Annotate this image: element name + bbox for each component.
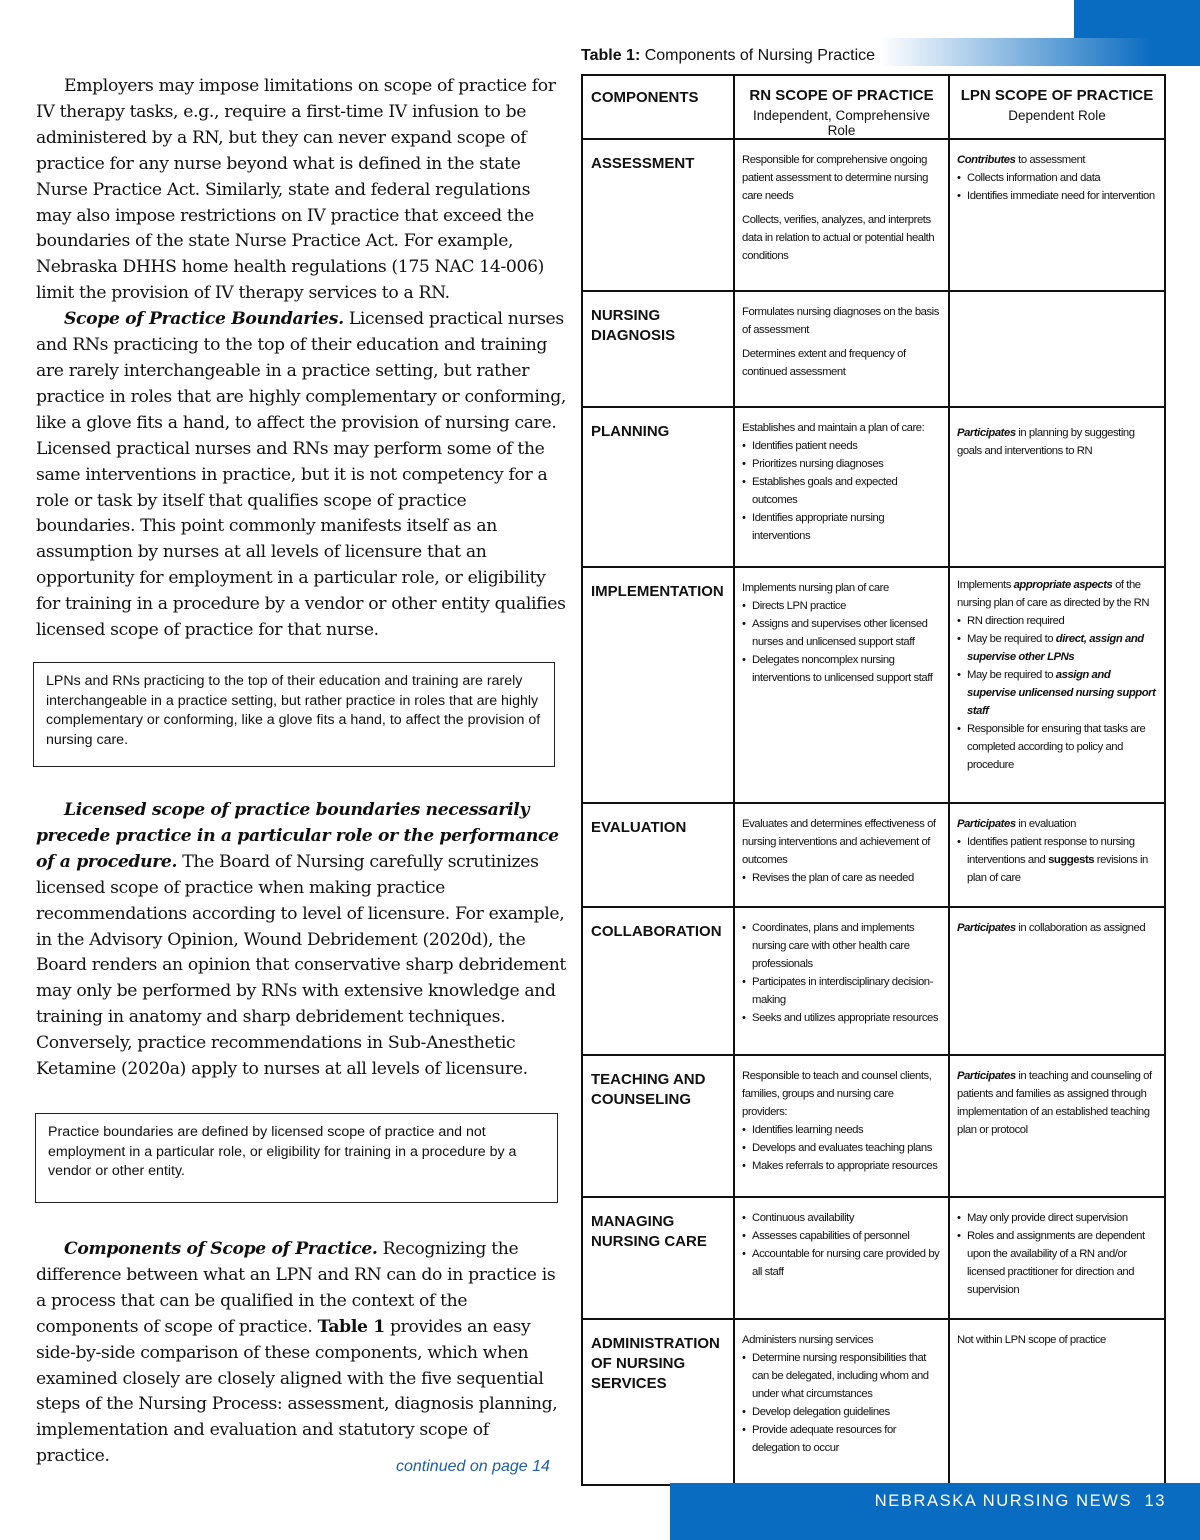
lpn-cell: Participates in planning by suggesting goals and interventions to RN bbox=[949, 407, 1165, 567]
list-item: • RN direction required bbox=[957, 612, 1157, 630]
list-item: • Responsible for ensuring that tasks are completed according to policy and procedure bbox=[957, 720, 1157, 774]
table-row bbox=[582, 291, 1165, 407]
table-row bbox=[582, 803, 1165, 907]
pull-quote-1-text: LPNs and RNs practicing to the top of their education and training are rarely interchangeable in a practice setting, but rather practice in roles that are highly complementary or conforming, like a glove fits a hand, to affect the provision of nursing care. bbox=[46, 673, 541, 748]
lpn-cell: Implements appropriate aspects of the nursing plan of care as directed by the RN • RN direction required • May be required to direct, assign and supervise other LPNs • May be required to assign and supervise unlicensed nursing support staff • Responsible for ensuring that tasks are completed according to policy and procedure bbox=[949, 567, 1165, 803]
footer-bar bbox=[670, 1483, 1200, 1540]
rn-cell: Formulates nursing diagnoses on the basis of assessment Determines extent and frequency of continued assessment bbox=[734, 291, 949, 407]
article-left-column bbox=[36, 74, 566, 644]
table-caption-text: Components of Nursing Practice bbox=[640, 47, 876, 64]
list-item: • Identifies learning needs bbox=[742, 1121, 941, 1139]
paragraph-3-text: The Board of Nursing carefully scrutinizes licensed scope of practice when making practice recommendations according to level of licensure. For example, in the Advisory Opinion, Wound Debridement (2020d), the Board renders an opinion that conservative sharp debridement may only be performed by RNs with extensive knowledge and training in anatomy and sharp debridement techniques. Conversely, practice recommendations in Sub-Anesthetic Ketamine (2020a) apply to nurses at all levels of licensure. bbox=[36, 851, 566, 1080]
list-item: • Assesses capabilities of personnel bbox=[742, 1227, 941, 1245]
header-lpn-scope: LPN SCOPE OF PRACTICE Dependent Role bbox=[949, 75, 1165, 139]
continued-note[interactable]: continued on page 14 bbox=[396, 1458, 550, 1475]
list-item: • Coordinates, plans and implements nursing care with other health care professionals bbox=[742, 919, 941, 973]
table-row bbox=[582, 567, 1165, 803]
lpn-cell: Participates in teaching and counseling of patients and families as assigned through implementation of an established teaching plan or protocol bbox=[949, 1055, 1165, 1197]
article-paragraph-3 bbox=[36, 798, 566, 1083]
list-item: • May be required to direct, assign and supervise other LPNs bbox=[957, 630, 1157, 666]
pull-quote-2-text: Practice boundaries are defined by licensed scope of practice and not employment in a particular role, or eligibility for training in a procedure by a vendor or other entity. bbox=[48, 1124, 517, 1179]
pull-quote-1 bbox=[33, 662, 555, 767]
rn-cell: Responsible for comprehensive ongoing patient assessment to determine nursing care needs Collects, verifies, analyzes, and interprets data in relation to actual or potential health conditions bbox=[734, 139, 949, 291]
list-item: • Accountable for nursing care provided by all staff bbox=[742, 1245, 941, 1281]
table-reference: Table 1 bbox=[317, 1316, 385, 1337]
list-item: • Identifies immediate need for intervention bbox=[957, 187, 1157, 205]
list-item: • Revises the plan of care as needed bbox=[742, 869, 941, 887]
component-name: NURSING DIAGNOSIS bbox=[582, 291, 734, 407]
list-item: • Determine nursing responsibilities that can be delegated, including whom and under what circumstances bbox=[742, 1349, 941, 1403]
table-row bbox=[582, 907, 1165, 1055]
lpn-cell: Participates in collaboration as assigned bbox=[949, 907, 1165, 1055]
component-name: MANAGING NURSING CARE bbox=[582, 1197, 734, 1319]
list-item: • Roles and assignments are dependent upon the availability of a RN and/or licensed practitioner for direction and supervision bbox=[957, 1227, 1157, 1299]
header-components: COMPONENTS bbox=[582, 75, 734, 139]
list-item: • Provide adequate resources for delegation to occur bbox=[742, 1421, 941, 1457]
rn-cell bbox=[734, 907, 949, 1055]
list-item: • May only provide direct supervision bbox=[957, 1209, 1157, 1227]
header-rn-scope: RN SCOPE OF PRACTICE Independent, Comprehensive Role bbox=[734, 75, 949, 139]
list-item: • Delegates noncomplex nursing interventions to unlicensed support staff bbox=[742, 651, 941, 687]
table-row bbox=[582, 1197, 1165, 1319]
list-item: • May be required to assign and supervise unlicensed nursing support staff bbox=[957, 666, 1157, 720]
component-name: PLANNING bbox=[582, 407, 734, 567]
pull-quote-2 bbox=[35, 1113, 558, 1203]
table-row bbox=[582, 1055, 1165, 1197]
list-item: • Establishes goals and expected outcomes bbox=[742, 473, 941, 509]
lpn-cell: Contributes to assessment • Collects information and data • Identifies immediate need for intervention bbox=[949, 139, 1165, 291]
lpn-cell: Participates in evaluation • Identifies patient response to nursing interventions and suggests revisions in plan of care bbox=[949, 803, 1165, 907]
header-gradient-bar bbox=[880, 38, 1200, 66]
list-item: • Seeks and utilizes appropriate resources bbox=[742, 1009, 941, 1027]
component-name: COLLABORATION bbox=[582, 907, 734, 1055]
footer-text bbox=[875, 1492, 1166, 1511]
rn-cell: Evaluates and determines effectiveness of nursing interventions and achievement of outcomes • Revises the plan of care as needed bbox=[734, 803, 949, 907]
paragraph-2-text: Licensed practical nurses and RNs practicing to the top of their education and training are rarely interchangeable in a practice setting, but rather practice in roles that are highly complementary or conforming, like a glove fits a hand, to affect the provision of nursing care. Licensed practical nurses and RNs may perform some of the same interventions in practice, but it is not competency for a role or task by itself that qualifies scope of practice boundaries. This point commonly manifests itself as an assumption by nurses at all levels of licensure that an opportunity for employment in a particular role, or eligibility for training in a procedure by a vendor or other entity qualifies licensed scope of practice for that nurse. bbox=[36, 309, 566, 641]
rn-cell bbox=[734, 1197, 949, 1319]
component-name: ASSESSMENT bbox=[582, 139, 734, 291]
list-item: • Assigns and supervises other licensed nurses and unlicensed support staff bbox=[742, 615, 941, 651]
table-caption bbox=[581, 47, 875, 65]
list-item: • Continuous availability bbox=[742, 1209, 941, 1227]
rn-cell: Implements nursing plan of care • Directs LPN practice • Assigns and supervises other licensed nurses and unlicensed support staff • Delegates noncomplex nursing interventions to unlicensed support staff bbox=[734, 567, 949, 803]
article-paragraph-2 bbox=[36, 307, 566, 644]
list-item: • Makes referrals to appropriate resources bbox=[742, 1157, 941, 1175]
page-number: 13 bbox=[1144, 1492, 1166, 1510]
list-item: • Participates in interdisciplinary decision-making bbox=[742, 973, 941, 1009]
list-item: • Develop delegation guidelines bbox=[742, 1403, 941, 1421]
list-item: • Directs LPN practice bbox=[742, 597, 941, 615]
list-item: • Identifies patient needs bbox=[742, 437, 941, 455]
publication-name: NEBRASKA NURSING NEWS bbox=[874, 1492, 1133, 1510]
table-row bbox=[582, 139, 1165, 291]
table-row bbox=[582, 407, 1165, 567]
list-item: • Develops and evaluates teaching plans bbox=[742, 1139, 941, 1157]
article-paragraph-1 bbox=[36, 74, 566, 307]
paragraph-3-heading: Licensed scope of practice boundaries necessarily precede practice in a particular role or the performance of a procedure. bbox=[36, 800, 559, 872]
table-caption-label: Table 1: bbox=[581, 47, 641, 64]
list-item: • Identifies appropriate nursing interventions bbox=[742, 509, 941, 545]
component-name: IMPLEMENTATION bbox=[582, 567, 734, 803]
list-item: • Prioritizes nursing diagnoses bbox=[742, 455, 941, 473]
paragraph-1-text: Employers may impose limitations on scope of practice for IV therapy tasks, e.g., require a first-time IV infusion to be administered by a RN, but they can never expand scope of practice for any nurse beyond what is defined in the state Nurse Practice Act. Similarly, state and federal regulations may also impose restrictions on IV practice that exceed the boundaries of the state Nurse Practice Act. For example, Nebraska DHHS home health regulations (175 NAC 14-006) limit the provision of IV therapy services to a RN. bbox=[36, 76, 556, 304]
paragraph-4-heading: Components of Scope of Practice. bbox=[64, 1239, 378, 1259]
components-table bbox=[581, 74, 1166, 1486]
component-name: TEACHING AND COUNSELING bbox=[582, 1055, 734, 1197]
lpn-cell: Not within LPN scope of practice bbox=[949, 1319, 1165, 1485]
rn-cell: Establishes and maintain a plan of care: • Identifies patient needs • Prioritizes nursing diagnoses • Establishes goals and expected outcomes • Identifies appropriate nursing interventions bbox=[734, 407, 949, 567]
corner-accent-block bbox=[1074, 0, 1200, 38]
rn-cell: Responsible to teach and counsel clients, families, groups and nursing care providers: • Identifies learning needs • Develops and evaluates teaching plans • Makes referrals to appropriate resources bbox=[734, 1055, 949, 1197]
component-name: EVALUATION bbox=[582, 803, 734, 907]
list-item: • Collects information and data bbox=[957, 169, 1157, 187]
table-row bbox=[582, 1319, 1165, 1485]
table-header-row bbox=[582, 75, 1165, 139]
article-left-column-mid bbox=[36, 798, 566, 1083]
article-paragraph-4 bbox=[36, 1237, 566, 1470]
article-left-column-bottom bbox=[36, 1237, 566, 1470]
paragraph-4-text-a: Recognizing the difference between what an LPN and RN can do in practice is a process that can be qualified in the context of the components of scope of practice. bbox=[36, 1239, 556, 1337]
lpn-cell bbox=[949, 1197, 1165, 1319]
list-item: • Identifies patient response to nursing interventions and suggests revisions in plan of care bbox=[957, 833, 1157, 887]
paragraph-2-heading: Scope of Practice Boundaries. bbox=[64, 309, 344, 330]
component-name: ADMINISTRATION OF NURSING SERVICES bbox=[582, 1319, 734, 1485]
rn-cell: Administers nursing services • Determine nursing responsibilities that can be delegated, including whom and under what circumstances • Develop delegation guidelines • Provide adequate resources for delegation to occur bbox=[734, 1319, 949, 1485]
paragraph-4-text-b: provides an easy side-by-side comparison of these components, which when examined closely are closely aligned with the five sequential steps of the Nursing Process: assessment, diagnosis planning, implementation and evaluation and statutory scope of practice. bbox=[36, 1316, 558, 1467]
lpn-cell bbox=[949, 291, 1165, 407]
